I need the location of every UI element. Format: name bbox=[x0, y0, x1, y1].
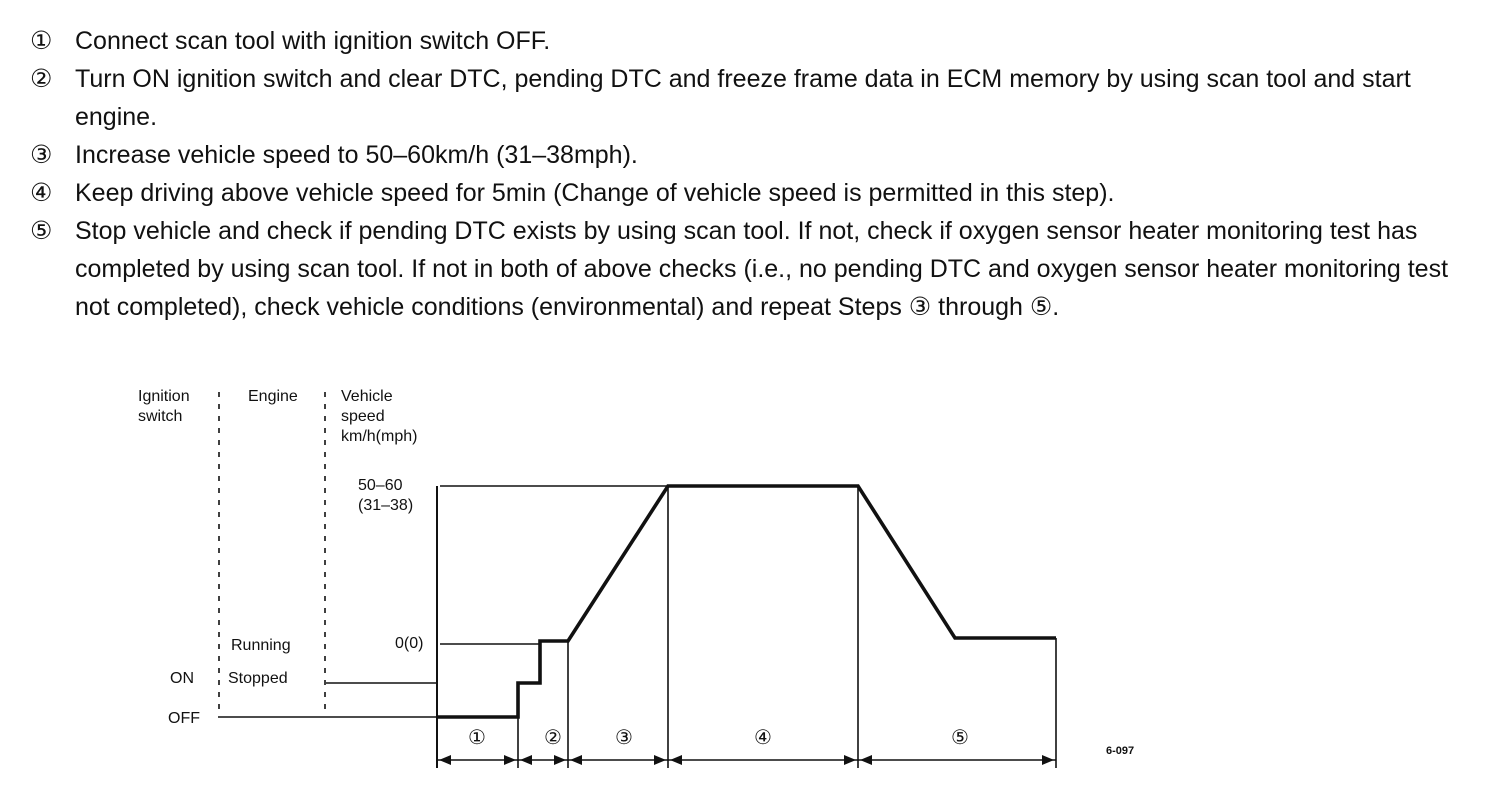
header-line: Vehicle bbox=[341, 388, 393, 405]
step-text: Turn ON ignition switch and clear DTC, pending DTC and freeze frame data in ECM memory by using scan tool and start engine. bbox=[75, 65, 1411, 131]
speed-mph: (31–38) bbox=[358, 497, 414, 514]
step-number: ③ bbox=[30, 141, 53, 169]
header-line: speed bbox=[341, 408, 385, 425]
header-line: km/h(mph) bbox=[341, 428, 418, 445]
speed-high-label bbox=[358, 476, 413, 516]
step-number: ② bbox=[30, 65, 53, 93]
step-number: ⑤ bbox=[30, 217, 53, 245]
header-line: Ignition bbox=[138, 388, 190, 405]
phase-5-label: ⑤ bbox=[951, 727, 969, 749]
step-text: Keep driving above vehicle speed for 5min (Change of vehicle speed is permitted in this step). bbox=[75, 179, 1115, 207]
vehicle-speed-header bbox=[341, 387, 417, 447]
engine-stopped-label: Stopped bbox=[228, 670, 288, 687]
step-text: Increase vehicle speed to 50–60km/h (31–38mph). bbox=[75, 141, 638, 169]
ignition-on-label: ON bbox=[170, 670, 194, 687]
figure-code: 6-097 bbox=[1106, 745, 1135, 757]
engine-running-label: Running bbox=[231, 637, 291, 654]
phase-1-label: ① bbox=[468, 727, 486, 749]
procedure-steps bbox=[30, 22, 1480, 326]
step-2 bbox=[30, 60, 1480, 136]
step-5 bbox=[30, 212, 1480, 326]
step-number: ① bbox=[30, 27, 53, 55]
step-4 bbox=[30, 174, 1480, 212]
phase-3-label: ③ bbox=[615, 727, 633, 749]
ignition-off-label: OFF bbox=[168, 710, 200, 727]
step-text: Connect scan tool with ignition switch OFF. bbox=[75, 27, 551, 55]
header-line: switch bbox=[138, 408, 183, 425]
phase-4-label: ④ bbox=[754, 727, 772, 749]
engine-header: Engine bbox=[248, 388, 298, 405]
ignition-switch-header bbox=[138, 387, 190, 427]
drive-pattern-diagram bbox=[0, 370, 1504, 812]
speed-pattern-trace bbox=[437, 486, 1056, 717]
phase-2-label: ② bbox=[544, 727, 562, 749]
speed-zero-label: 0(0) bbox=[395, 635, 424, 652]
speed-kmh: 50–60 bbox=[358, 477, 403, 494]
step-3 bbox=[30, 136, 1480, 174]
step-text: Stop vehicle and check if pending DTC exists by using scan tool. If not, check if oxygen sensor heater monitoring test has completed by using scan tool. If not in both of above checks (i.e., no pending DTC and oxygen sensor heater monitoring test not completed), check vehicle conditions (environmental) and repeat Steps ③ through ⑤. bbox=[75, 217, 1449, 321]
step-1 bbox=[30, 22, 1480, 60]
diagram-lines bbox=[0, 370, 1504, 812]
step-number: ④ bbox=[30, 179, 53, 207]
